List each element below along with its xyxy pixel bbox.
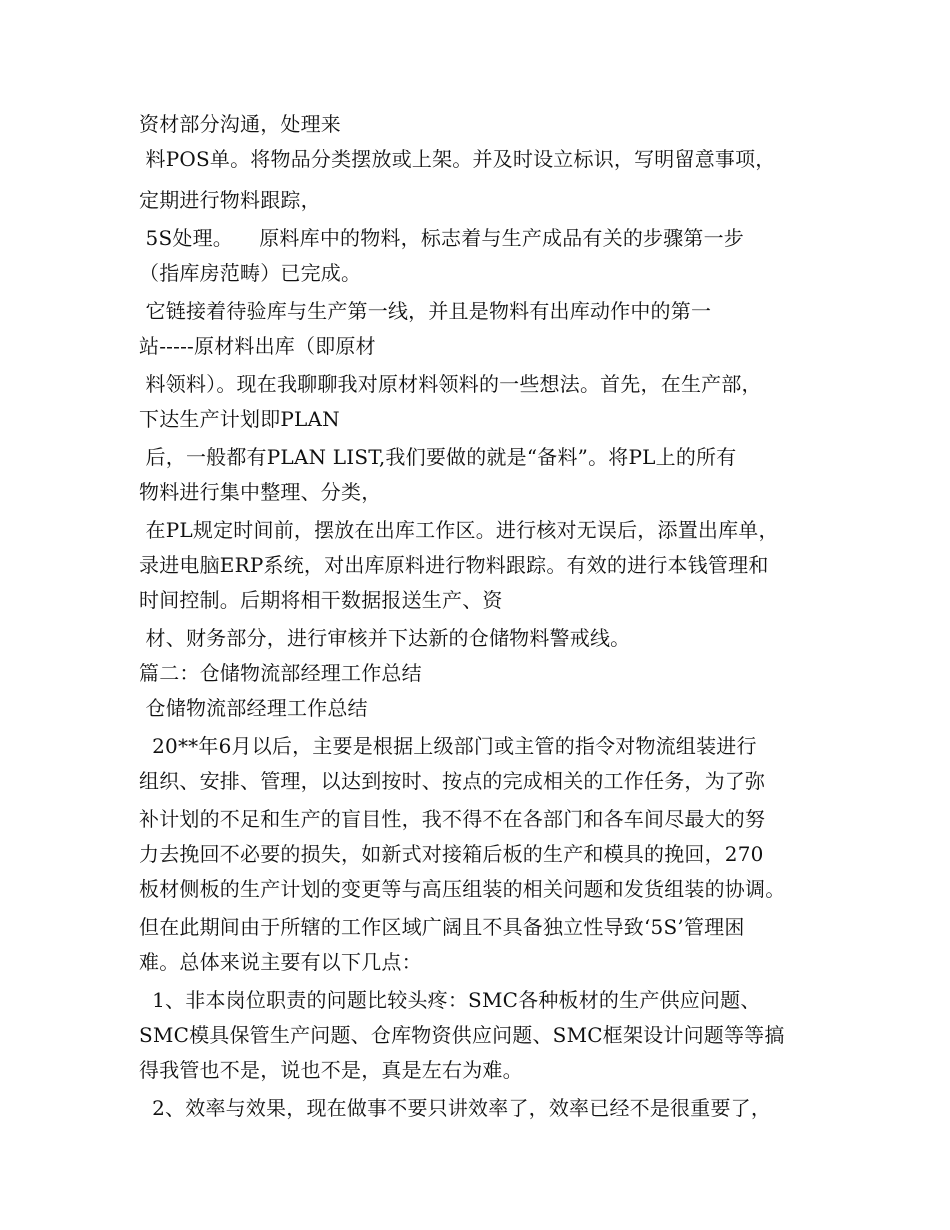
text-line: 时间控制。后期将相干数据报送生产、资 bbox=[139, 588, 503, 612]
text-line: 力去挽回不必要的损失，如新式对接箱后板的生产和模具的挽回，270 bbox=[139, 842, 764, 866]
text-line: 2、效率与效果，现在做事不要只讲效率了，效率已经不是很重要了， bbox=[139, 1096, 772, 1120]
text-line: 站-----原材料出库（即原材 bbox=[139, 334, 376, 358]
text-line: 组织、安排、管理，以达到按时、按点的完成相关的工作任务，为了弥 bbox=[139, 769, 766, 793]
section-subheading: 仓储物流部经理工作总结 bbox=[139, 696, 368, 720]
text-line: 录进电脑ERP系统，对出库原料进行物料跟踪。有效的进行本钱管理和 bbox=[139, 553, 769, 577]
text-line: 材、财务部分，进行审核并下达新的仓储物料警戒线。 bbox=[139, 626, 631, 650]
text-line: 料POS单。将物品分类摆放或上架。并及时设立标识，写明留意事项， bbox=[139, 147, 776, 171]
text-line: 它链接着待验库与生产第一线，并且是物料有出库动作中的第一 bbox=[139, 299, 712, 323]
text-line: 得我管也不是，说也不是，真是左右为难。 bbox=[139, 1058, 523, 1082]
text-line: 5S处理。 原料库中的物料，标志着与生产成品有关的步骤第一步 bbox=[139, 226, 745, 250]
text-line: 20**年6月以后，主要是根据上级部门或主管的指令对物流组装进行 bbox=[139, 734, 757, 758]
text-line: 下达生产计划即PLAN bbox=[139, 407, 340, 431]
text-line: SMC模具保管生产问题、仓库物资供应问题、SMC框架设计问题等等搞 bbox=[139, 1023, 785, 1047]
text-line: 在PL规定时间前，摆放在出库工作区。进行核对无误后，添置出库单， bbox=[139, 518, 779, 542]
text-line: 1、非本岗位职责的问题比较头疼：SMC各种板材的生产供应问题、 bbox=[139, 988, 761, 1012]
text-line: 板材侧板的生产计划的变更等与高压组装的相关问题和发货组装的协调。 bbox=[139, 877, 786, 901]
text-line: 后，一般都有PLAN LIST,我们要做的就是“备料”。将PL上的所有 bbox=[139, 445, 737, 469]
text-line: （指库房范畴）已完成。 bbox=[139, 261, 362, 285]
text-line: 难。总体来说主要有以下几点： bbox=[139, 950, 422, 974]
text-line: 但在此期间由于所辖的工作区域广阔且不具备独立性导致‘5S’管理困 bbox=[139, 915, 745, 939]
text-line: 定期进行物料跟踪， bbox=[139, 188, 321, 212]
section-heading: 篇二：仓储物流部经理工作总结 bbox=[139, 661, 422, 685]
text-line: 补计划的不足和生产的盲目性，我不得不在各部门和各车间尽最大的努 bbox=[139, 807, 766, 831]
text-line: 物料进行集中整理、分类， bbox=[139, 480, 382, 504]
text-line: 资材部分沟通，处理来 bbox=[139, 112, 341, 136]
text-line: 料领料）。现在我聊聊我对原材料领料的一些想法。首先，在生产部， bbox=[139, 372, 762, 396]
